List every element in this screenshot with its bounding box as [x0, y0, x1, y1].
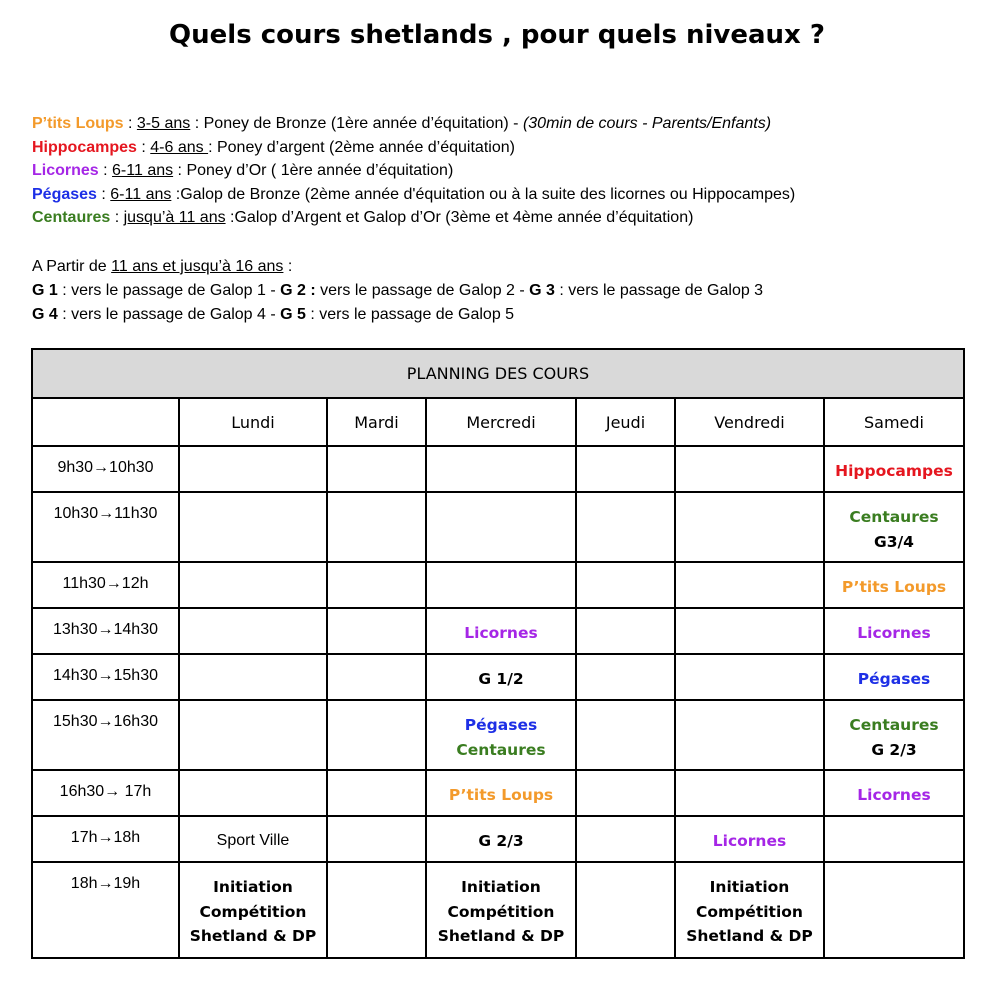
table-row	[32, 700, 964, 770]
level-note: (30min de cours - Parents/Enfants)	[522, 115, 772, 132]
table-row	[32, 654, 964, 700]
level-separator: :	[110, 209, 124, 226]
galop-text: : vers le passage de Galop 5	[305, 306, 515, 323]
day-header-jeudi: Jeudi	[576, 398, 675, 446]
day-header-lundi: Lundi	[179, 398, 327, 446]
schedule-cell	[426, 700, 576, 770]
table-row	[32, 492, 964, 562]
level-separator: :	[123, 115, 137, 132]
schedule-cell	[327, 700, 426, 770]
course-label: Shetland & DP	[437, 927, 565, 945]
schedule-cell	[576, 562, 675, 608]
course-label: Initiation	[461, 878, 541, 896]
schedule-cell	[179, 654, 327, 700]
course-label: Compétition	[696, 902, 803, 921]
day-header-mercredi: Mercredi	[426, 398, 576, 446]
schedule-cell	[824, 562, 964, 608]
schedule-cell	[824, 654, 964, 700]
table-row	[32, 446, 964, 492]
schedule-cell	[675, 654, 824, 700]
galop-code: G 2 :	[280, 282, 316, 299]
galop-text: : vers le passage de Galop 1 -	[57, 282, 281, 299]
schedule-cell	[179, 446, 327, 492]
time-slot: 14h30→15h30	[32, 654, 179, 700]
galop-code: G 4	[32, 306, 58, 323]
schedule-cell	[675, 608, 824, 654]
level-description: : Poney d’Or ( 1ère année d’équitation)	[173, 162, 454, 179]
course-label: Licornes	[464, 624, 538, 642]
level-pegases	[32, 183, 795, 207]
schedule-cell	[824, 608, 964, 654]
level-description: :Galop de Bronze (2ème année d'équitation ou à la suite des licornes ou Hippocampes)	[171, 185, 796, 203]
course-label: Hippocampes	[835, 462, 953, 480]
level-licornes	[32, 159, 795, 183]
planning-table	[31, 348, 965, 959]
galops-intro	[32, 255, 763, 279]
course-label: G 2/3	[871, 740, 917, 759]
level-description: : Poney d’argent (2ème année d’équitation)	[208, 138, 515, 156]
galops-section	[32, 255, 763, 327]
table-row	[32, 562, 964, 608]
level-name: Hippocampes	[32, 138, 137, 156]
course-label: Shetland & DP	[189, 927, 317, 945]
course-label: Centaures	[456, 740, 546, 759]
level-age: 6-11 ans	[112, 162, 174, 179]
level-centaures	[32, 206, 795, 230]
course-label: Pégases	[857, 670, 931, 688]
galops-intro-prefix: A Partir de	[32, 258, 112, 275]
schedule-cell	[327, 770, 426, 816]
course-label: Compétition	[447, 902, 555, 921]
time-slot: 9h30→10h30	[32, 446, 179, 492]
level-separator: :	[98, 162, 113, 179]
schedule-cell	[576, 862, 675, 958]
level-age: jusqu’à 11 ans	[123, 209, 226, 226]
schedule-cell	[576, 446, 675, 492]
time-header	[32, 398, 179, 446]
schedule-cell	[824, 700, 964, 770]
schedule-cell	[179, 562, 327, 608]
level-name: Licornes	[32, 162, 99, 179]
schedule-cell	[576, 770, 675, 816]
schedule-cell	[824, 816, 964, 862]
course-label: P’tits Loups	[841, 578, 947, 596]
schedule-cell	[675, 770, 824, 816]
schedule-cell	[179, 700, 327, 770]
course-label: Shetland & DP	[686, 927, 813, 945]
level-name: Centaures	[32, 209, 111, 226]
schedule-cell	[576, 492, 675, 562]
schedule-cell	[576, 654, 675, 700]
schedule-cell	[327, 816, 426, 862]
level-name: Pégases	[32, 185, 97, 203]
schedule-cell	[426, 446, 576, 492]
schedule-cell	[426, 608, 576, 654]
time-slot: 18h→19h	[32, 862, 179, 958]
course-label: G3/4	[874, 532, 914, 551]
levels-list	[32, 112, 795, 230]
galop-text: : vers le passage de Galop 3	[554, 282, 764, 299]
schedule-cell	[179, 770, 327, 816]
schedule-cell	[179, 492, 327, 562]
schedule-cell	[327, 446, 426, 492]
galop-code: G 1	[32, 282, 58, 299]
level-age: 4-6 ans	[150, 138, 209, 156]
schedule-cell	[824, 492, 964, 562]
table-row	[32, 816, 964, 862]
level-age: 6-11 ans	[110, 185, 172, 203]
level-ptits-loups	[32, 112, 795, 136]
course-label: Centaures	[849, 508, 939, 526]
time-slot: 15h30→16h30	[32, 700, 179, 770]
schedule-cell	[327, 562, 426, 608]
level-separator: :	[136, 138, 151, 156]
day-header-vendredi: Vendredi	[675, 398, 824, 446]
schedule-cell	[824, 770, 964, 816]
schedule-cell	[675, 562, 824, 608]
page-title: Quels cours shetlands , pour quels niveaux ?	[169, 20, 825, 50]
schedule-cell	[576, 816, 675, 862]
galop-text: vers le passage de Galop 2 -	[315, 282, 530, 299]
level-age: 3-5 ans	[136, 115, 191, 132]
galop-code: G 3	[529, 282, 555, 299]
schedule-cell	[675, 700, 824, 770]
schedule-cell	[426, 816, 576, 862]
planning-body	[32, 446, 964, 958]
galops-line-1	[32, 279, 763, 303]
schedule-cell	[426, 770, 576, 816]
schedule-cell	[327, 862, 426, 958]
schedule-cell	[327, 608, 426, 654]
schedule-cell	[179, 608, 327, 654]
level-description: :Galop d’Argent et Galop d’Or (3ème et 4ème année d’équitation)	[225, 209, 694, 226]
time-slot: 11h30→12h	[32, 562, 179, 608]
day-header-mardi: Mardi	[327, 398, 426, 446]
planning-caption: PLANNING DES COURS	[32, 349, 964, 398]
level-hippocampes	[32, 136, 795, 160]
course-label: Licornes	[857, 624, 931, 642]
schedule-cell	[179, 816, 327, 862]
table-row	[32, 608, 964, 654]
time-slot: 13h30→14h30	[32, 608, 179, 654]
galops-line-2	[32, 303, 763, 327]
schedule-cell	[426, 492, 576, 562]
day-header-row	[32, 398, 964, 446]
course-label: P’tits Loups	[448, 786, 554, 804]
schedule-cell	[824, 446, 964, 492]
schedule-cell	[327, 654, 426, 700]
schedule-cell	[426, 862, 576, 958]
course-label: Initiation	[709, 878, 790, 896]
schedule-cell	[675, 492, 824, 562]
schedule-cell	[675, 862, 824, 958]
course-label: Licornes	[712, 832, 787, 850]
table-row	[32, 770, 964, 816]
course-label: Initiation	[213, 878, 293, 896]
galop-text: : vers le passage de Galop 4 -	[57, 306, 281, 323]
course-label: Pégases	[464, 716, 538, 734]
schedule-cell	[426, 562, 576, 608]
schedule-cell	[576, 700, 675, 770]
level-separator: :	[96, 185, 111, 203]
level-description: : Poney de Bronze (1ère année d’équitation) -	[190, 115, 523, 132]
schedule-cell	[675, 816, 824, 862]
galops-intro-ages: 11 ans et jusqu’à 16 ans	[111, 258, 284, 275]
course-label: Licornes	[857, 786, 931, 804]
galops-intro-suffix: :	[283, 258, 293, 275]
schedule-cell	[426, 654, 576, 700]
course-label: G 2/3	[478, 832, 524, 850]
course-label: Sport Ville	[216, 832, 290, 849]
table-row	[32, 862, 964, 958]
galop-code: G 5	[280, 306, 306, 323]
course-label: Compétition	[199, 902, 307, 921]
time-slot: 17h→18h	[32, 816, 179, 862]
day-header-samedi: Samedi	[824, 398, 964, 446]
schedule-cell	[675, 446, 824, 492]
schedule-cell	[327, 492, 426, 562]
schedule-cell	[576, 608, 675, 654]
level-name: P’tits Loups	[32, 115, 124, 132]
time-slot: 16h30→ 17h	[32, 770, 179, 816]
course-label: G 1/2	[478, 670, 524, 688]
schedule-cell	[179, 862, 327, 958]
time-slot: 10h30→11h30	[32, 492, 179, 562]
course-label: Centaures	[849, 716, 939, 734]
schedule-cell	[824, 862, 964, 958]
